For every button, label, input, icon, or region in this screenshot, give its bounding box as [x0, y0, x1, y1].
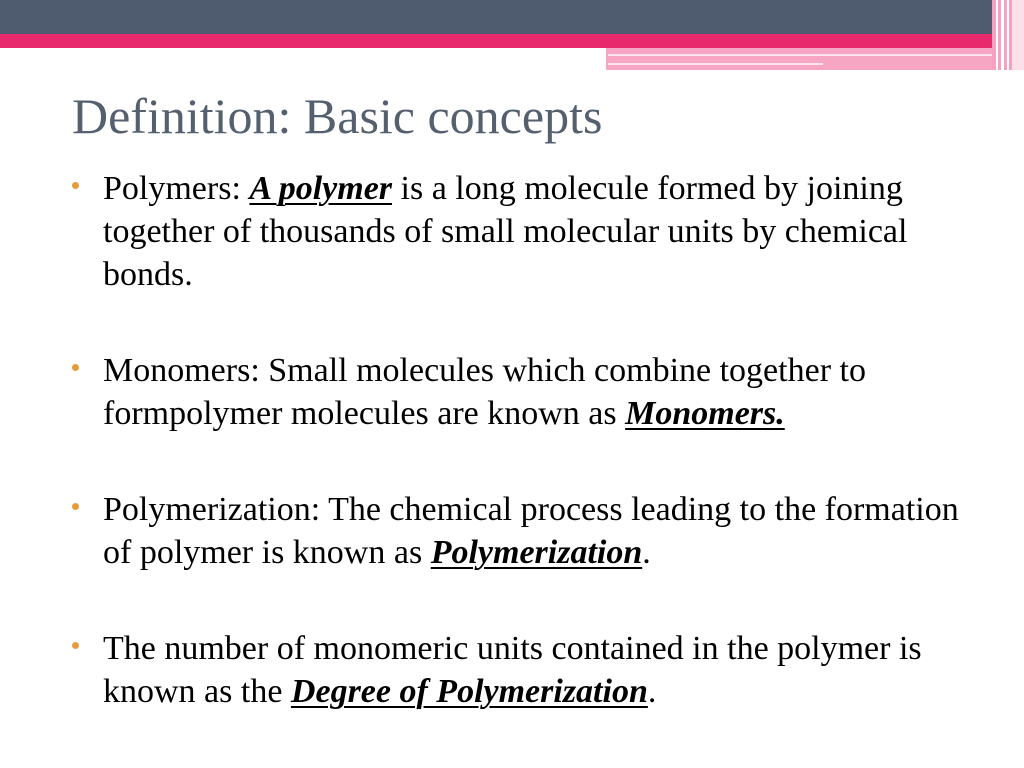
header-highlight-line: [608, 63, 823, 65]
slide-title: Definition: Basic concepts: [72, 88, 603, 144]
bullet-dot: [72, 503, 79, 510]
bullet-emphasis: Polymerization: [430, 534, 643, 571]
bullet-pre: The number of monomeric units contained in the polymer is known as the: [103, 630, 922, 710]
header-highlight-line: [608, 54, 998, 56]
header-accent-stripe: [0, 34, 1000, 48]
bullet-dot: [72, 642, 79, 649]
header-light-stripe: [606, 48, 1000, 70]
bullet-emphasis: Monomers.: [625, 395, 785, 432]
bullet-emphasis: A polymer: [249, 170, 393, 207]
bullet-pre: Monomers: Small molecules which combine together to formpolymer molecules are known as: [103, 352, 866, 432]
bullet-pre: Polymerization: The chemical process leading to the formation of polymer is known as: [103, 491, 959, 571]
bullet-text: [103, 627, 963, 713]
bullet-post: is a long molecule formed by joining together of thousands of small molecular units by chemical bonds.: [103, 170, 908, 293]
bullet-text: [103, 349, 963, 435]
corner-stripes: [992, 0, 1024, 70]
bullet-dot: [72, 364, 79, 371]
bullet-post: .: [642, 534, 651, 571]
bullet-pre: Polymers:: [103, 170, 250, 207]
header-bar: [0, 0, 1024, 34]
bullet-text: [103, 488, 963, 574]
bullet-dot: [72, 182, 79, 189]
bullet-text: [103, 167, 963, 296]
bullet-post: .: [647, 673, 657, 710]
bullet-emphasis: Degree of Polymerization: [290, 673, 648, 710]
